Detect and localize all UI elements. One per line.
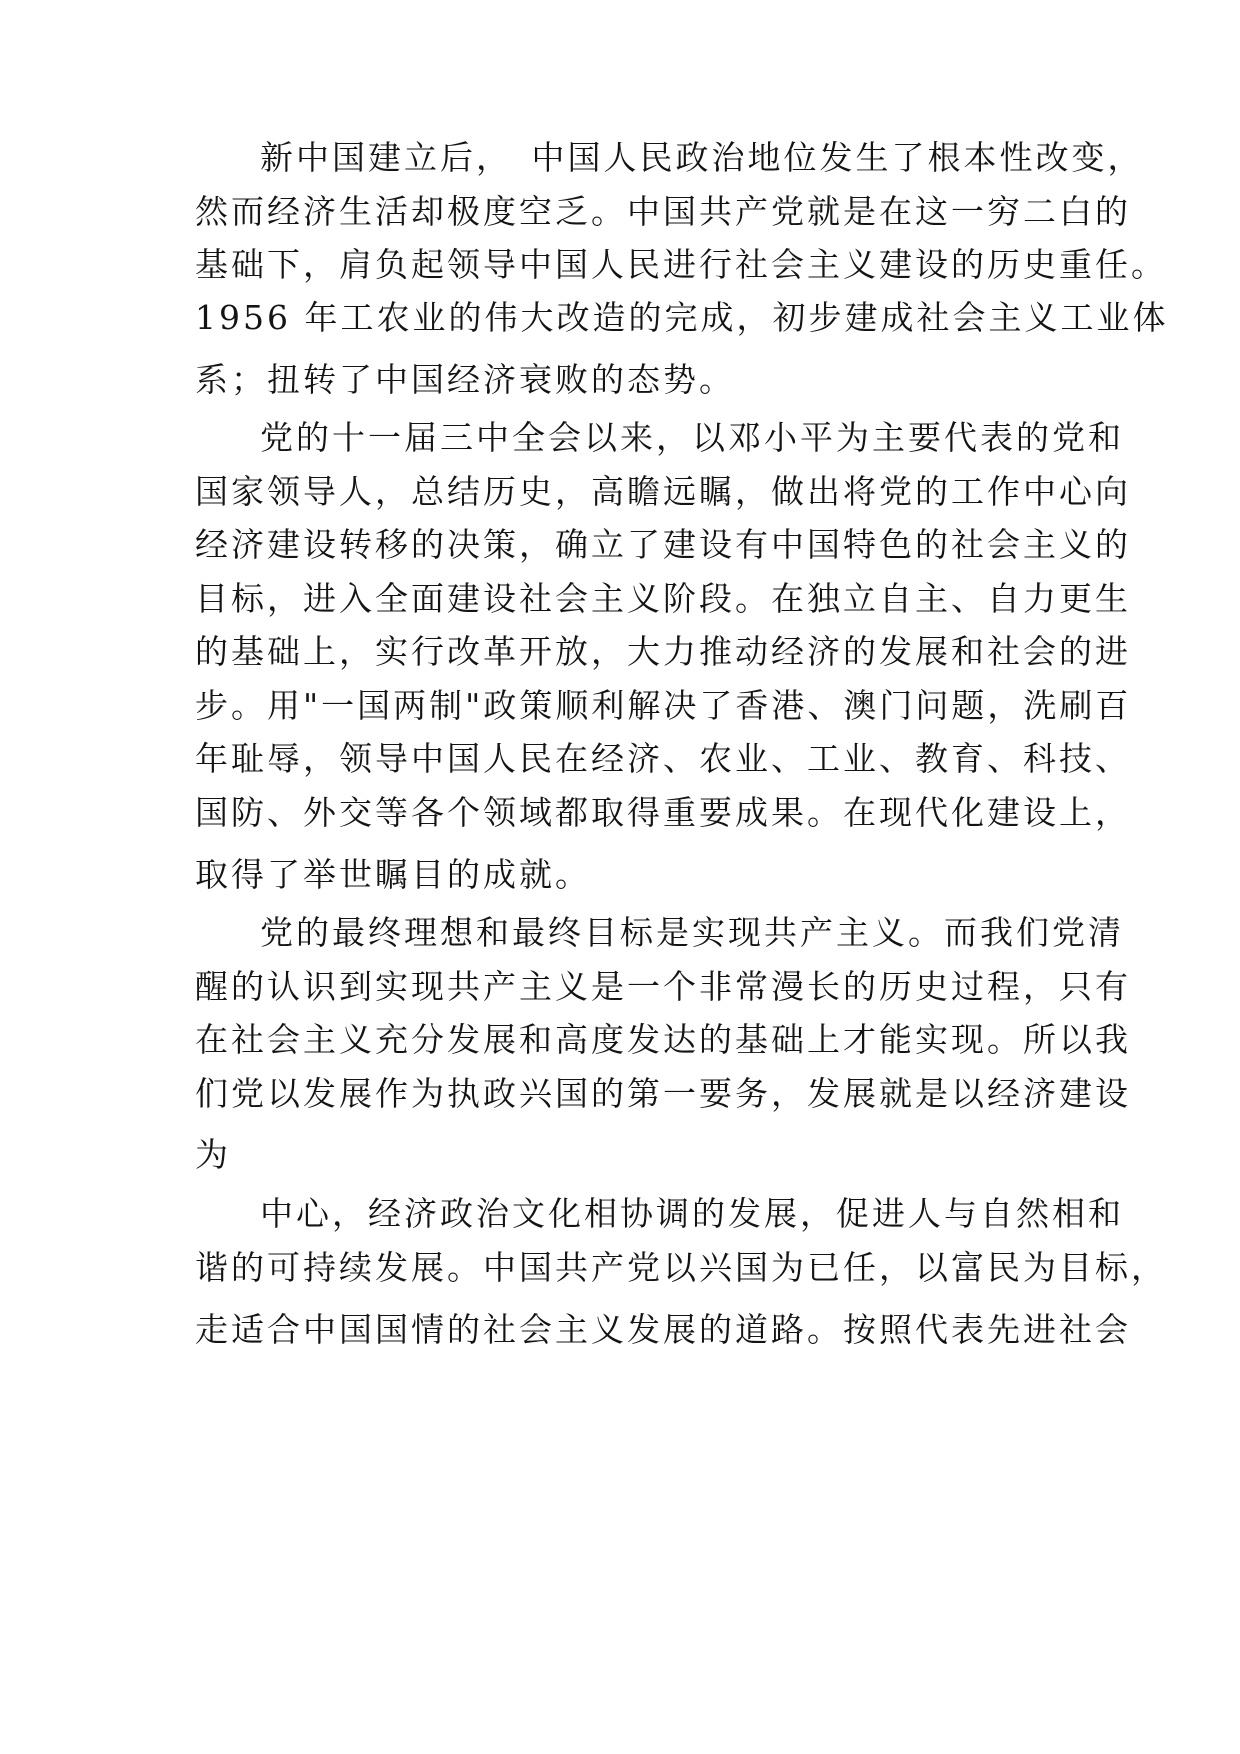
paragraph-3-line-5: 为 bbox=[195, 1135, 231, 1174]
paragraph-1-line-1: 新中国建立后， 中国人民政治地位发生了根本性改变， bbox=[260, 138, 1144, 177]
paragraph-4-line-2: 谐的可持续发展。中国共产党以兴国为已任，以富民为目标， bbox=[195, 1248, 1167, 1287]
paragraph-1-line-2: 然而经济生活却极度空乏。中国共产党就是在这一穷二白的 bbox=[195, 192, 1131, 231]
paragraph-3-line-4: 们党以发展作为执政兴国的第一要务，发展就是以经济建设 bbox=[195, 1074, 1131, 1113]
paragraph-2-line-4: 目标，进入全面建设社会主义阶段。在独立自主、自力更生 bbox=[195, 579, 1131, 618]
paragraph-3-line-2: 醒的认识到实现共产主义是一个非常漫长的历史过程，只有 bbox=[195, 967, 1131, 1006]
paragraph-1-line-3: 基础下，肩负起领导中国人民进行社会主义建设的历史重任。 bbox=[195, 245, 1167, 284]
paragraph-2-line-8: 国防、外交等各个领域都取得重要成果。在现代化建设上， bbox=[195, 793, 1131, 832]
paragraph-2-line-9: 取得了举世瞩目的成就。 bbox=[195, 855, 591, 894]
paragraph-3-line-1: 党的最终理想和最终目标是实现共产主义。而我们党清 bbox=[260, 913, 1124, 952]
paragraph-2-line-5: 的基础上，实行改革开放，大力推动经济的发展和社会的进 bbox=[195, 632, 1131, 671]
paragraph-3-line-3: 在社会主义充分发展和高度发达的基础上才能实现。所以我 bbox=[195, 1020, 1131, 1059]
paragraph-2-line-7: 年耻辱，领导中国人民在经济、农业、工业、教育、科技、 bbox=[195, 739, 1131, 778]
paragraph-2-line-2: 国家领导人，总结历史，高瞻远瞩，做出将党的工作中心向 bbox=[195, 472, 1131, 511]
paragraph-4-line-1: 中心，经济政治文化相协调的发展，促进人与自然相和 bbox=[260, 1194, 1124, 1233]
paragraph-2-line-1: 党的十一届三中全会以来，以邓小平为主要代表的党和 bbox=[260, 418, 1124, 457]
paragraph-1-line-4: 1956 年工农业的伟大改造的完成，初步建成社会主义工业体 bbox=[195, 298, 1169, 337]
paragraph-2-line-6: 步。用"一国两制"政策顺利解决了香港、澳门问题，洗刷百 bbox=[195, 686, 1132, 725]
paragraph-2-line-3: 经济建设转移的决策，确立了建设有中国特色的社会主义的 bbox=[195, 525, 1131, 564]
paragraph-4-line-3: 走适合中国国情的社会主义发展的道路。按照代表先进社会 bbox=[195, 1310, 1131, 1349]
paragraph-1-line-5: 系；扭转了中国经济衰败的态势。 bbox=[195, 360, 735, 399]
